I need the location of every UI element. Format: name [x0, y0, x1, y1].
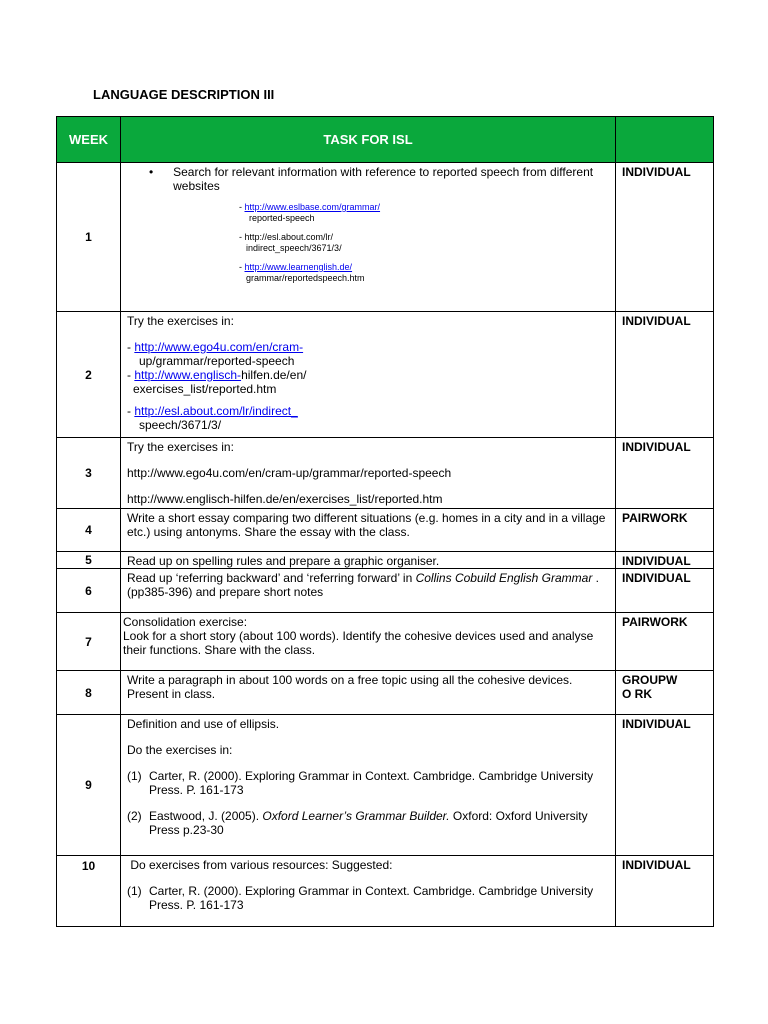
table-row [57, 856, 714, 927]
list-item: - http://www.englisch-hilfen.de/en/ exercises_list/reported.htm [127, 368, 307, 396]
list-item: - http://www.learnenglish.de/ grammar/reportedspeech.htm [239, 262, 365, 283]
document-title: LANGUAGE DESCRIPTION III [93, 87, 275, 102]
text-esl-about: http://esl.about.com/lr/ [244, 232, 334, 242]
task-cell: Try the exercises in: - http://www.ego4u.com/en/cram- up/grammar/reported-speech - http://www.englisch-hilfen.de/en/ exercises_list/reported.htm - http://esl.about.com/lr/indirect_ speech/3671/3/ [121, 312, 616, 438]
table-row [57, 613, 714, 671]
activity-type: INDIVIDUAL [616, 552, 714, 569]
week-number: 6 [57, 569, 121, 613]
link-ego4u[interactable]: http://www.ego4u.com/en/cram- [134, 340, 304, 354]
task-cell: Definition and use of ellipsis. Do the exercises in: (1) Carter, R. (2000). Exploring Grammar in Context. Cambridge. Cambridge University Press. P. 161-173 (2) Eastwood, J. (2005). Oxford Learner’s Grammar Builder. Oxford: Oxford University Press p.23-30 [121, 715, 616, 856]
week-number: 5 [57, 552, 121, 569]
week-number: 1 [57, 163, 121, 312]
week-number: 9 [57, 715, 121, 856]
week-number: 2 [57, 312, 121, 438]
table-row [57, 715, 714, 856]
task-table [56, 116, 714, 927]
activity-type: INDIVIDUAL [616, 715, 714, 856]
activity-type: INDIVIDUAL [616, 312, 714, 438]
list-item: - http://esl.about.com/lr/indirect_ speech/3671/3/ [127, 404, 298, 432]
task-cell: Try the exercises in: http://www.ego4u.com/en/cram-up/grammar/reported-speech http://www.englisch-hilfen.de/en/exercises_list/reported.htm [121, 438, 616, 509]
bullet-item [127, 165, 609, 193]
task-cell: Write a short essay comparing two different situations (e.g. homes in a city and in a village etc.) using antonyms. Share the essay with the class. [121, 509, 616, 552]
task-cell: Read up ‘referring backward’ and ‘referring forward’ in Collins Cobuild English Grammar . (pp385-396) and prepare short notes [121, 569, 616, 613]
week-number: 3 [57, 438, 121, 509]
header-task: TASK FOR ISL [121, 117, 616, 163]
task-cell: Consolidation exercise: Look for a short story (about 100 words). Identify the cohesive devices used and analyse their functions. Share with the class. [121, 613, 616, 671]
header-type [616, 117, 714, 163]
list-item: - http://esl.about.com/lr/ indirect_speech/3671/3/ [239, 232, 342, 253]
table-row [57, 163, 714, 312]
link-esl-about[interactable]: http://esl.about.com/lr/indirect_ [134, 404, 298, 418]
header-week: WEEK [57, 117, 121, 163]
table-row [57, 552, 714, 569]
table-row [57, 569, 714, 613]
link-englisch-hilfen[interactable]: http://www.englisch- [134, 368, 242, 382]
table-row [57, 671, 714, 715]
table-row [57, 509, 714, 552]
activity-type: INDIVIDUAL [616, 856, 714, 927]
week-number: 8 [57, 671, 121, 715]
task-cell: Read up on spelling rules and prepare a graphic organiser. [121, 552, 616, 569]
website-list [239, 202, 609, 284]
task-cell: Do exercises from various resources: Suggested: (1) Carter, R. (2000). Exploring Grammar in Context. Cambridge. Cambridge University Press. P. 161-173 [121, 856, 616, 927]
task-cell: Write a paragraph in about 100 words on a free topic using all the cohesive devices. Present in class. [121, 671, 616, 715]
activity-type: PAIRWORK [616, 613, 714, 671]
activity-type: INDIVIDUAL [616, 163, 714, 312]
bullet-text: Search for relevant information with reference to reported speech from different websites [173, 165, 594, 193]
task-cell [121, 163, 616, 312]
table-header-row [57, 117, 714, 163]
list-item: (2) Eastwood, J. (2005). Oxford Learner’s Grammar Builder. Oxford: Oxford University Press p.23-30 [127, 809, 588, 837]
link-eslbase[interactable]: http://www.eslbase.com/grammar/ [244, 202, 381, 212]
week-number: 10 [57, 856, 121, 927]
activity-type: INDIVIDUAL [616, 438, 714, 509]
activity-type: INDIVIDUAL [616, 569, 714, 613]
list-item: (1) Carter, R. (2000). Exploring Grammar in Context. Cambridge. Cambridge University Press. P. 161-173 [127, 769, 594, 797]
link-learnenglish[interactable]: http://www.learnenglish.de/ [244, 262, 353, 272]
week-number: 4 [57, 509, 121, 552]
table-row [57, 438, 714, 509]
week-number: 7 [57, 613, 121, 671]
list-item: (1) Carter, R. (2000). Exploring Grammar in Context. Cambridge. Cambridge University Press. P. 161-173 [127, 884, 594, 912]
activity-type: PAIRWORK [616, 509, 714, 552]
list-item: - http://www.ego4u.com/en/cram- up/grammar/reported-speech [127, 340, 304, 368]
bullet-icon: • [149, 165, 154, 179]
activity-type: GROUPWO RK [616, 671, 714, 715]
table-row [57, 312, 714, 438]
list-item: - http://www.eslbase.com/grammar/ reported-speech [239, 202, 381, 223]
